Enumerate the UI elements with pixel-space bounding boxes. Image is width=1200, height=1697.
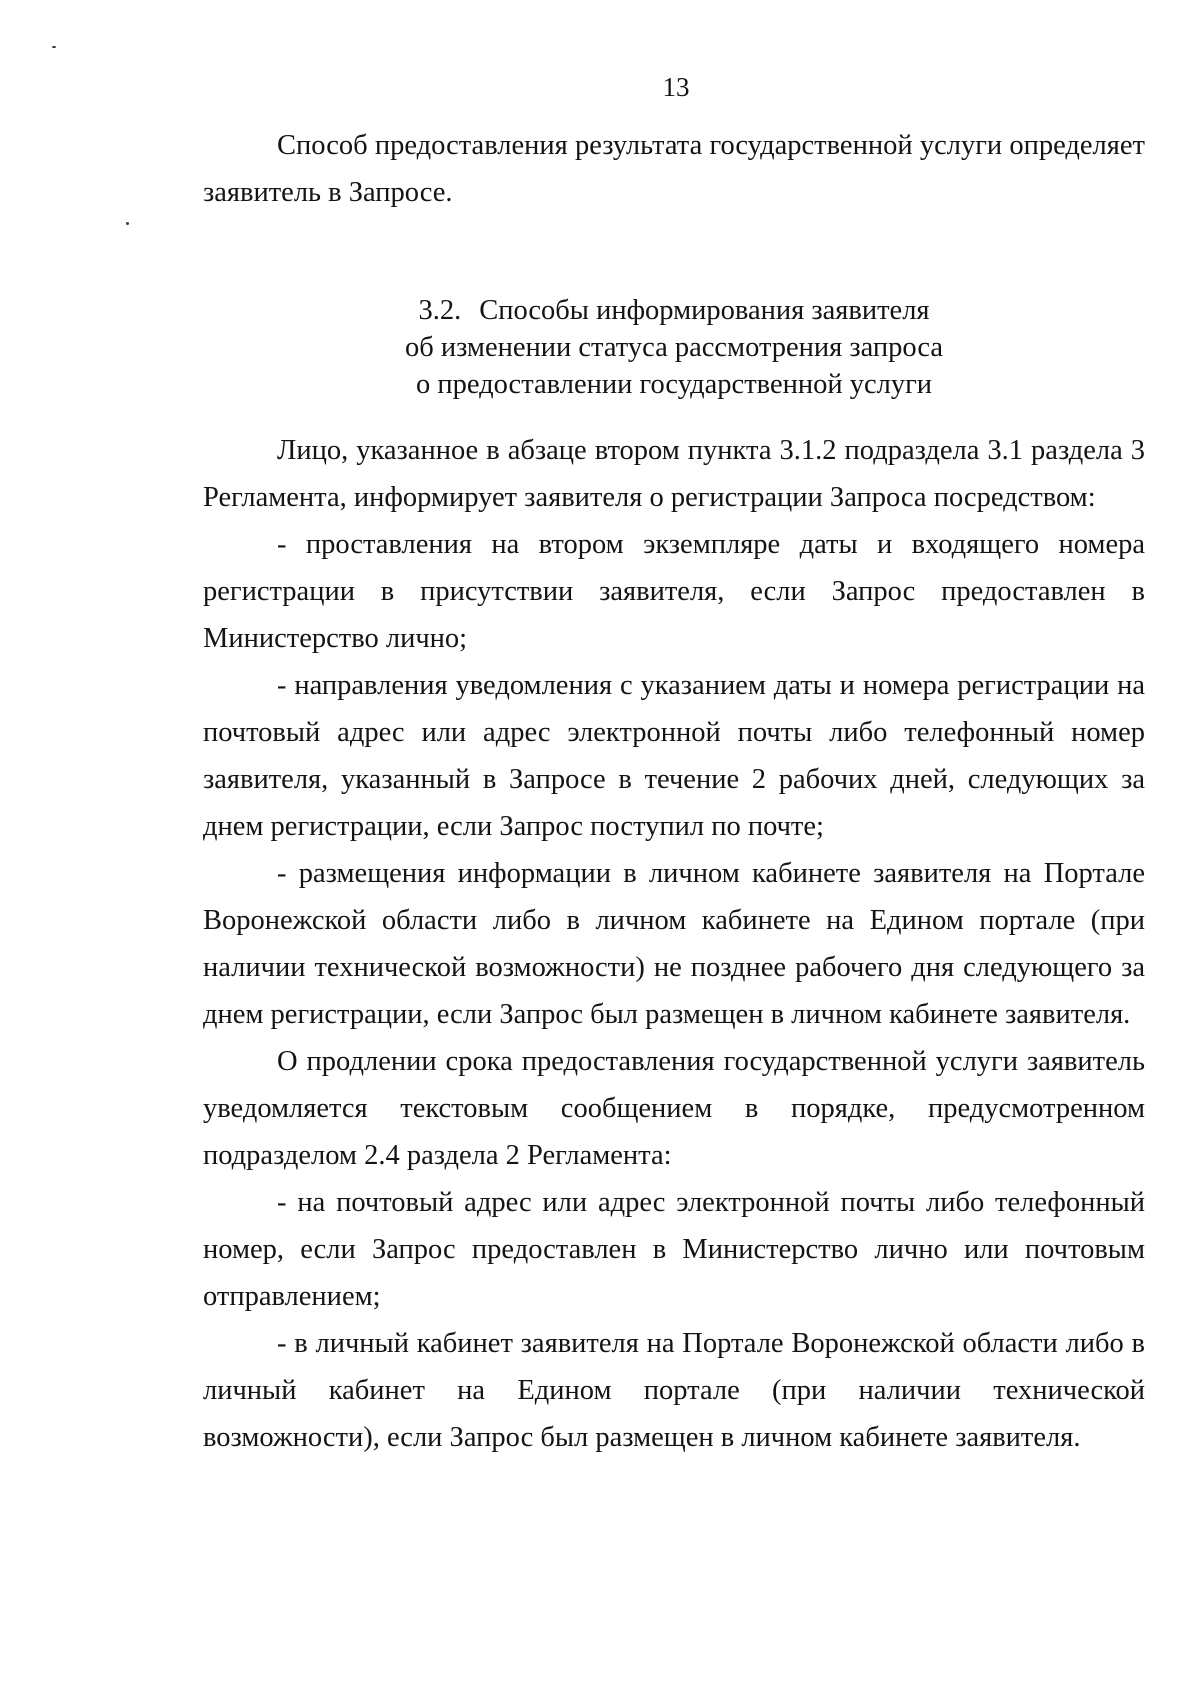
list-item: - направления уведомления с указанием даты и номера регистрации на почтовый адрес или адрес электронной почты либо телефонный номер заявителя, указанный в Запросе в течение 2 рабочих дней, следующих за днем регистрации, если Запрос поступил по почте; — [203, 670, 1145, 842]
section-number: 3.2. — [418, 295, 462, 326]
document-body — [203, 122, 1145, 1461]
scan-speck — [126, 222, 129, 225]
page-number: 13 — [662, 72, 690, 102]
section-title-line-1: Способы информирования заявителя — [479, 295, 930, 326]
list-item: - на почтовый адрес или адрес электронной почты либо телефонный номер, если Запрос предоставлен в Министерство лично или почтовым отправлением; — [203, 1187, 1145, 1312]
section-title-line-2: об изменении статуса рассмотрения запроса — [404, 332, 944, 363]
scan-speck — [52, 46, 56, 48]
registration-paragraph: Лицо, указанное в абзаце втором пункта 3.1.2 подраздела 3.1 раздела 3 Регламента, информирует заявителя о регистрации Запроса посредством: — [203, 435, 1145, 513]
section-heading-line-1 — [203, 292, 1145, 329]
list-item: - размещения информации в личном кабинете заявителя на Портале Воронежской области либо в личном кабинете на Едином портале (при наличии технической возможности) не позднее рабочего дня следующего за днем регистрации, если Запрос был размещен в личном кабинете заявителя. — [203, 858, 1145, 1030]
section-title-line-3: о предоставлении государственной услуги — [415, 369, 933, 400]
list-item: - проставления на втором экземпляре даты и входящего номера регистрации в присутствии заявителя, если Запрос предоставлен в Министерство лично; — [203, 529, 1145, 654]
intro-paragraph: Способ предоставления результата государственной услуги определяет заявитель в Запросе. — [203, 130, 1145, 208]
extension-paragraph: О продлении срока предоставления государственной услуги заявитель уведомляется текстовым сообщением в порядке, предусмотренном подразделом 2.4 раздела 2 Регламента: — [203, 1046, 1145, 1171]
list-item: - в личный кабинет заявителя на Портале Воронежской области либо в личный кабинет на Едином портале (при наличии технической возможности), если Запрос был размещен в личном кабинете заявителя. — [203, 1328, 1145, 1453]
section-heading — [203, 292, 1145, 403]
